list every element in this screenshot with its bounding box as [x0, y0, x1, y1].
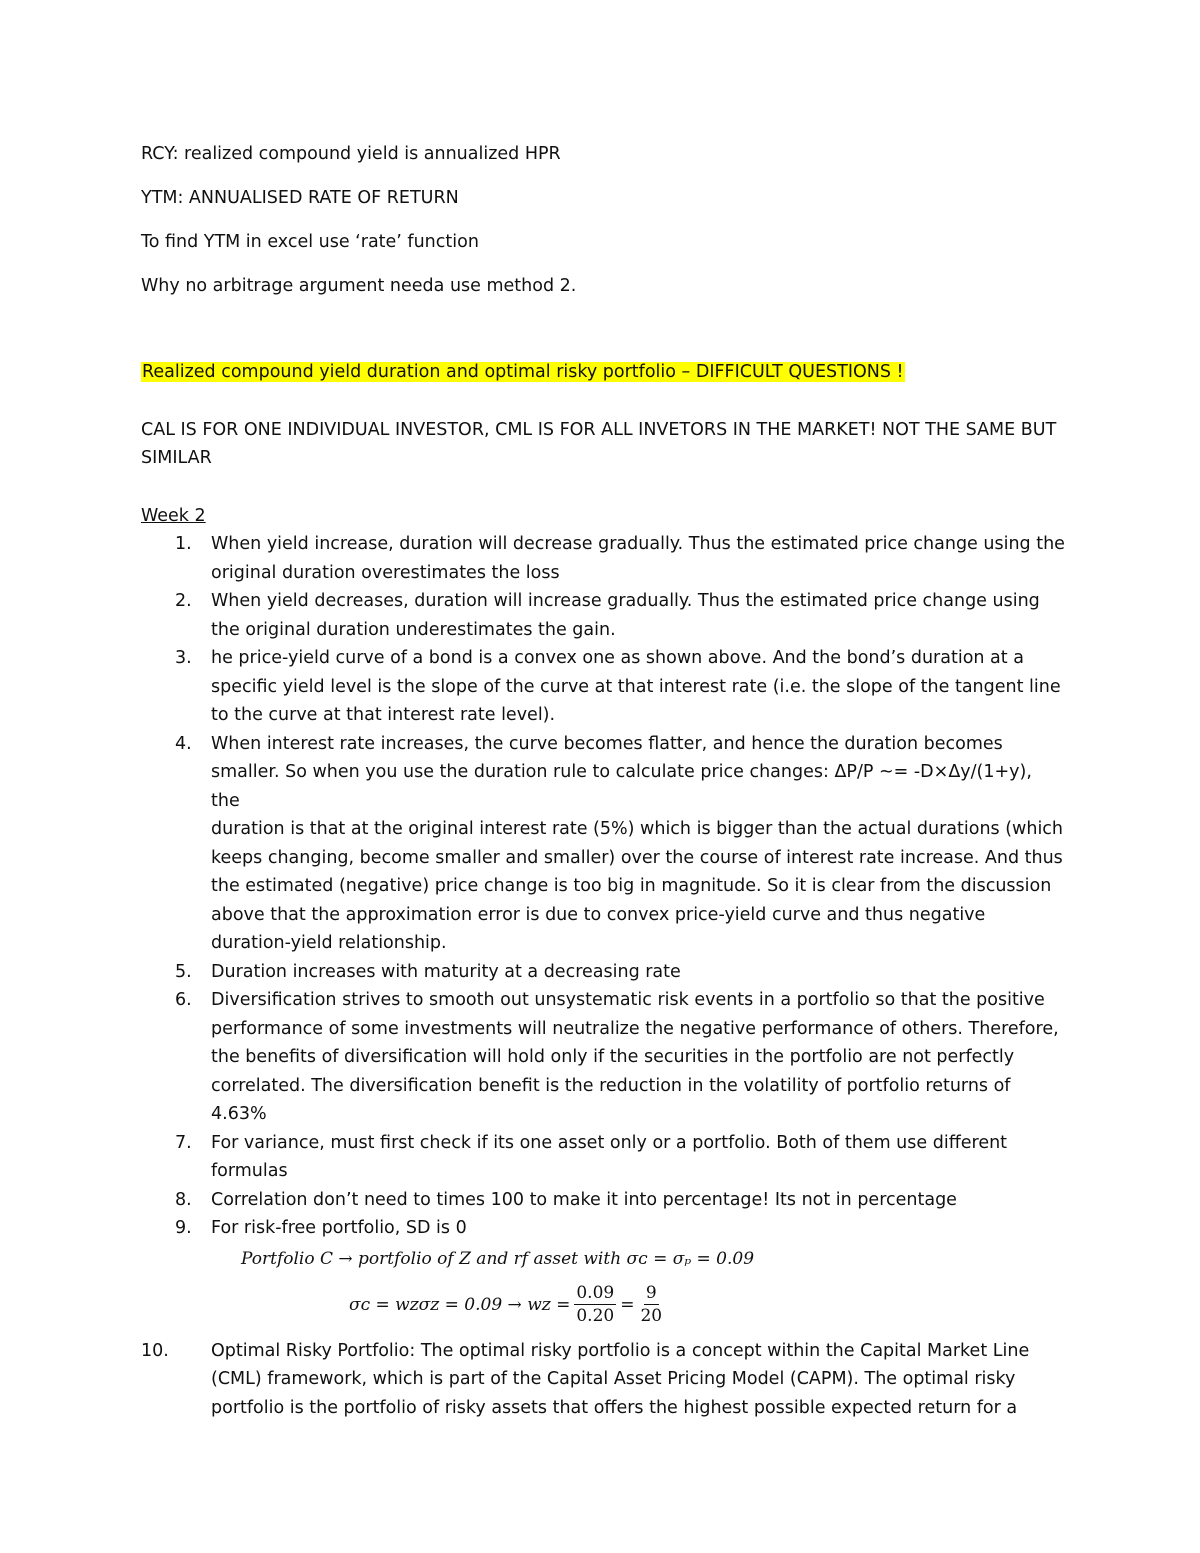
- equation-portfolio-c-text: Portfolio C → portfolio of Z and rf asset with σᴄ = σₚ = 0.09: [241, 1248, 755, 1269]
- list-line: the estimated (negative) price change is too big in magnitude. So it is clear from the discussion: [211, 876, 1052, 896]
- fraction-2-denominator: 20: [640, 1306, 663, 1326]
- list-line: (CML) framework, which is part of the Capital Asset Pricing Model (CAPM). The optimal risky: [211, 1369, 1016, 1389]
- list-line: Correlation don’t need to times 100 to make it into percentage! Its not in percentage: [211, 1189, 957, 1210]
- list-item-9: [141, 1214, 1066, 1243]
- list-line: When interest rate increases, the curve becomes flatter, and hence the duration becomes: [211, 733, 1003, 754]
- list-item-2: [141, 587, 1066, 644]
- list-line: portfolio is the portfolio of risky assets that offers the highest possible expected return for a: [211, 1397, 1018, 1418]
- list-line: above that the approximation error is due to convex price-yield curve and thus negative: [211, 904, 986, 925]
- list-number: 7.: [175, 1132, 192, 1153]
- list-line: 4.63%: [211, 1104, 267, 1124]
- list-number: 2.: [175, 591, 192, 611]
- list-line: keeps changing, become smaller and smaller) over the course of interest rate increase. And thus: [211, 847, 1063, 868]
- list-item-8: [141, 1186, 1066, 1215]
- list-line: duration-yield relationship.: [211, 933, 447, 953]
- list-line: original duration overestimates the loss: [211, 562, 560, 583]
- list-line: smaller. So when you use the duration rule to calculate price changes: ΔP/P ~= -D×Δy/(1+y), the: [211, 762, 1032, 811]
- list-line: duration is that at the original interest rate (5%) which is bigger than the actual durations (which: [211, 819, 1064, 839]
- list-item-6: [141, 986, 1066, 1129]
- list-item-10: [141, 1337, 1066, 1423]
- equation-portfolio-c: [241, 1243, 1066, 1275]
- cal-cml-note: CAL IS FOR ONE INDIVIDUAL INVESTOR, CML IS FOR ALL INVETORS IN THE MARKET! NOT THE SAME BUT SIMILAR: [141, 420, 1057, 468]
- list-line: When yield decreases, duration will increase gradually. Thus the estimated price change using: [211, 591, 1040, 611]
- list-line: Diversification strives to smooth out unsystematic risk events in a portfolio so that the positive: [211, 990, 1045, 1010]
- list-line: specific yield level is the slope of the curve at that interest rate (i.e. the slope of the tangent line: [211, 676, 1061, 697]
- arbitrage-note: Why no arbitrage argument needa use method 2.: [141, 276, 577, 296]
- fraction-1: [574, 1282, 616, 1327]
- notes-list-continued: [141, 1337, 1066, 1423]
- list-line: For risk-free portfolio, SD is 0: [211, 1218, 467, 1238]
- week-heading: Week 2: [141, 506, 206, 526]
- excel-note: To find YTM in excel use ‘rate’ function: [141, 232, 479, 252]
- list-line: For variance, must first check if its one asset only or a portfolio. Both of them use different: [211, 1132, 1008, 1153]
- list-line: to the curve at that interest rate level).: [211, 705, 556, 725]
- fraction-2: [638, 1282, 664, 1327]
- notes-list: [141, 530, 1066, 1243]
- list-line: performance of some investments will neutralize the negative performance of others. Therefore,: [211, 1018, 1059, 1039]
- highlight-heading-row: [141, 358, 1066, 386]
- list-item-1: [141, 530, 1066, 587]
- list-line: formulas: [211, 1161, 288, 1181]
- list-number: 10.: [141, 1340, 169, 1361]
- list-item-7: [141, 1129, 1066, 1186]
- list-number: 5.: [175, 961, 192, 982]
- document-page: [141, 140, 1066, 1422]
- fraction-1-denominator: 0.20: [576, 1306, 615, 1326]
- list-line: he price-yield curve of a bond is a convex one as shown above. And the bond’s duration at a: [211, 648, 1024, 668]
- ytm-note: YTM: ANNUALISED RATE OF RETURN: [141, 188, 459, 208]
- list-line: the benefits of diversification will hold only if the securities in the portfolio are not perfectly: [211, 1047, 1015, 1067]
- equals-sign: =: [620, 1294, 635, 1315]
- rcy-note: RCY: realized compound yield is annualized HPR: [141, 144, 561, 164]
- fraction-2-numerator: 9: [645, 1283, 657, 1303]
- list-item-3: [141, 644, 1066, 730]
- list-number: 6.: [175, 990, 192, 1010]
- equation-weight-left: σᴄ = wᴢσᴢ = 0.09 → wᴢ =: [349, 1294, 571, 1315]
- fraction-1-numerator: 0.09: [576, 1283, 615, 1303]
- list-number: 4.: [175, 733, 192, 754]
- list-number: 1.: [175, 534, 192, 554]
- equation-weight: [349, 1279, 1066, 1331]
- highlighted-heading: Realized compound yield duration and optimal risky portfolio – DIFFICULT QUESTIONS !: [142, 362, 904, 382]
- list-line: Optimal Risky Portfolio: The optimal risky portfolio is a concept within the Capital Market Line: [211, 1340, 1030, 1361]
- list-line: the original duration underestimates the gain.: [211, 619, 616, 640]
- list-number: 9.: [175, 1218, 192, 1238]
- list-number: 8.: [175, 1189, 192, 1210]
- list-line: When yield increase, duration will decrease gradually. Thus the estimated price change using the: [211, 534, 1065, 554]
- list-number: 3.: [175, 648, 192, 668]
- list-item-4: [141, 730, 1066, 958]
- list-item-5: [141, 958, 1066, 987]
- list-line: Duration increases with maturity at a decreasing rate: [211, 961, 681, 982]
- list-line: correlated. The diversification benefit is the reduction in the volatility of portfolio returns of: [211, 1075, 1011, 1096]
